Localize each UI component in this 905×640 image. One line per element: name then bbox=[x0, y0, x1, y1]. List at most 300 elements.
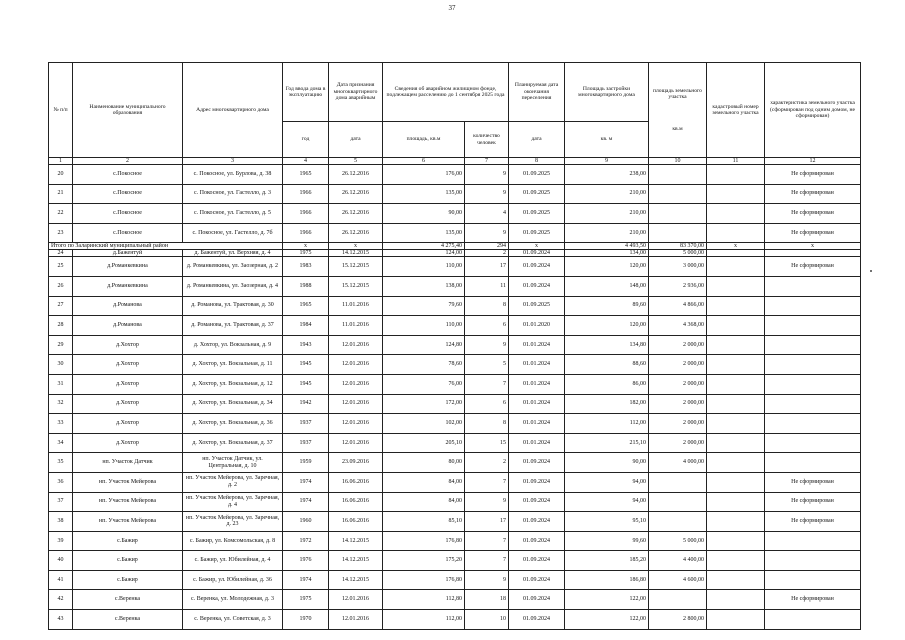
row-year: 1983 bbox=[283, 257, 329, 277]
row-plan-date: 01.01.2024 bbox=[509, 394, 565, 414]
col-number: 10 bbox=[649, 158, 707, 165]
row-land-area: 5 000,00 bbox=[649, 250, 707, 257]
table-row bbox=[49, 223, 861, 243]
row-people: 5 bbox=[465, 355, 509, 375]
row-date: 12.01.2016 bbox=[329, 590, 383, 610]
table-row bbox=[49, 250, 861, 257]
row-cadastral bbox=[707, 570, 765, 590]
row-date: 26.12.2016 bbox=[329, 223, 383, 243]
row-characteristic bbox=[765, 531, 861, 551]
row-area: 124,00 bbox=[383, 250, 465, 257]
table-row bbox=[49, 590, 861, 610]
row-year: 1975 bbox=[283, 250, 329, 257]
row-municipality: д.Хохтор bbox=[73, 414, 183, 434]
row-land-area bbox=[649, 184, 707, 204]
row-municipality: с.Бажир bbox=[73, 551, 183, 571]
row-land-area bbox=[649, 590, 707, 610]
header-municipality: Наименование муниципального образования bbox=[73, 63, 183, 158]
row-land-area: 4 600,00 bbox=[649, 570, 707, 590]
row-land-area: 4 368,00 bbox=[649, 316, 707, 336]
row-build-area: 210,00 bbox=[565, 204, 649, 224]
table-row bbox=[49, 531, 861, 551]
row-area: 124,80 bbox=[383, 335, 465, 355]
row-characteristic bbox=[765, 610, 861, 630]
header-planned-date: Планируемая дата окончания переселения bbox=[509, 63, 565, 122]
row-number: 23 bbox=[49, 223, 73, 243]
row-year: 1965 bbox=[283, 165, 329, 185]
row-characteristic bbox=[765, 355, 861, 375]
row-cadastral bbox=[707, 316, 765, 336]
table-row bbox=[49, 492, 861, 512]
row-build-area: 134,00 bbox=[565, 250, 649, 257]
row-address: д. Романова, ул. Трактовая, д. 37 bbox=[183, 316, 283, 336]
table-row bbox=[49, 316, 861, 336]
row-address: д. Романкевкина, ул. Заозерная, д. 2 bbox=[183, 257, 283, 277]
header-address: Адрес многоквартирного дома bbox=[183, 63, 283, 158]
row-land-area: 4 000,00 bbox=[649, 453, 707, 473]
row-address: нп. Участок Мейерова, ул. Заречная, д. 23 bbox=[183, 512, 283, 532]
row-address: нп. Участок Мейерова, ул. Заречная, д. 4 bbox=[183, 492, 283, 512]
row-date: 12.01.2016 bbox=[329, 433, 383, 453]
row-cadastral bbox=[707, 453, 765, 473]
row-address: д. Хохтор, ул. Вокзальная, д. 36 bbox=[183, 414, 283, 434]
row-land-area: 2 000,00 bbox=[649, 335, 707, 355]
row-year: 1988 bbox=[283, 276, 329, 296]
row-characteristic: Не сформирован bbox=[765, 472, 861, 492]
row-cadastral bbox=[707, 184, 765, 204]
row-build-area: 210,00 bbox=[565, 184, 649, 204]
row-date: 14.12.2015 bbox=[329, 551, 383, 571]
row-number: 36 bbox=[49, 472, 73, 492]
row-plan-date: 01.09.2024 bbox=[509, 512, 565, 532]
col-number: 8 bbox=[509, 158, 565, 165]
total-people: 294 bbox=[465, 243, 509, 250]
row-build-area: 86,00 bbox=[565, 374, 649, 394]
row-plan-date: 01.01.2024 bbox=[509, 335, 565, 355]
row-cadastral bbox=[707, 394, 765, 414]
row-plan-date: 01.09.2025 bbox=[509, 296, 565, 316]
row-cadastral bbox=[707, 250, 765, 257]
row-build-area: 148,00 bbox=[565, 276, 649, 296]
row-land-area: 2 936,00 bbox=[649, 276, 707, 296]
row-year: 1974 bbox=[283, 570, 329, 590]
table-row bbox=[49, 551, 861, 571]
row-people: 15 bbox=[465, 433, 509, 453]
row-municipality: с.Покосное bbox=[73, 223, 183, 243]
row-date: 14.12.2015 bbox=[329, 570, 383, 590]
row-date: 26.12.2016 bbox=[329, 204, 383, 224]
row-date: 26.12.2016 bbox=[329, 165, 383, 185]
row-build-area: 94,00 bbox=[565, 472, 649, 492]
row-characteristic: Не сформирован bbox=[765, 512, 861, 532]
row-address: с. Бажир, ул. Юбилейная, д. 4 bbox=[183, 551, 283, 571]
rows-after-total bbox=[49, 257, 861, 629]
row-date: 26.12.2016 bbox=[329, 184, 383, 204]
row-date: 11.01.2016 bbox=[329, 316, 383, 336]
row-cadastral bbox=[707, 472, 765, 492]
row-people: 7 bbox=[465, 472, 509, 492]
row-number: 20 bbox=[49, 165, 73, 185]
row-people: 9 bbox=[465, 184, 509, 204]
row-build-area: 95,10 bbox=[565, 512, 649, 532]
row-plan-date: 01.09.2024 bbox=[509, 472, 565, 492]
row-build-area: 90,00 bbox=[565, 453, 649, 473]
row-land-area: 2 800,00 bbox=[649, 610, 707, 630]
header-planned-sub: дата bbox=[509, 122, 565, 158]
row-people: 6 bbox=[465, 316, 509, 336]
row-characteristic bbox=[765, 453, 861, 473]
row-area: 102,00 bbox=[383, 414, 465, 434]
row-land-area: 4 866,00 bbox=[649, 296, 707, 316]
row-area: 135,00 bbox=[383, 223, 465, 243]
row-characteristic bbox=[765, 276, 861, 296]
row-number: 31 bbox=[49, 374, 73, 394]
row-plan-date: 01.09.2025 bbox=[509, 204, 565, 224]
row-land-area: 3 000,00 bbox=[649, 257, 707, 277]
row-people: 18 bbox=[465, 590, 509, 610]
row-people: 7 bbox=[465, 551, 509, 571]
row-year: 1970 bbox=[283, 610, 329, 630]
row-characteristic bbox=[765, 250, 861, 257]
table-row bbox=[49, 512, 861, 532]
row-land-area: 2 000,00 bbox=[649, 433, 707, 453]
row-number: 33 bbox=[49, 414, 73, 434]
row-land-area: 2 000,00 bbox=[649, 394, 707, 414]
table-row bbox=[49, 472, 861, 492]
row-plan-date: 01.09.2024 bbox=[509, 531, 565, 551]
row-build-area: 134,80 bbox=[565, 335, 649, 355]
col-number: 9 bbox=[565, 158, 649, 165]
row-number: 22 bbox=[49, 204, 73, 224]
row-people: 7 bbox=[465, 374, 509, 394]
row-characteristic bbox=[765, 570, 861, 590]
row-number: 28 bbox=[49, 316, 73, 336]
row-land-area bbox=[649, 492, 707, 512]
row-number: 21 bbox=[49, 184, 73, 204]
table-row bbox=[49, 204, 861, 224]
row-area: 78,60 bbox=[383, 355, 465, 375]
row-year: 1966 bbox=[283, 223, 329, 243]
row-number: 27 bbox=[49, 296, 73, 316]
row-area: 176,80 bbox=[383, 531, 465, 551]
total-section bbox=[49, 243, 861, 250]
total-year: х bbox=[283, 243, 329, 250]
row-characteristic: Не сформирован bbox=[765, 590, 861, 610]
header-year-built: Год ввода дома в эксплуатацию bbox=[283, 63, 329, 122]
row-date: 12.01.2016 bbox=[329, 414, 383, 434]
row-people: 17 bbox=[465, 512, 509, 532]
row-cadastral bbox=[707, 257, 765, 277]
col-number: 3 bbox=[183, 158, 283, 165]
row-cadastral bbox=[707, 296, 765, 316]
row-municipality: д.Романкевкина bbox=[73, 257, 183, 277]
total-date: х bbox=[329, 243, 383, 250]
total-land: 83 370,00 bbox=[649, 243, 707, 250]
total-cadastral: х bbox=[707, 243, 765, 250]
row-number: 42 bbox=[49, 590, 73, 610]
row-area: 205,10 bbox=[383, 433, 465, 453]
table-row bbox=[49, 433, 861, 453]
header-date-emergency: Дата признания многоквартирного дома аварийным bbox=[329, 63, 383, 122]
row-number: 29 bbox=[49, 335, 73, 355]
header-build-sub: кв. м bbox=[565, 122, 649, 158]
row-build-area: 122,00 bbox=[565, 590, 649, 610]
row-year: 1976 bbox=[283, 551, 329, 571]
row-municipality: с.Покосное bbox=[73, 184, 183, 204]
row-address: д. Романкевкина, ул. Заозерная, д. 4 bbox=[183, 276, 283, 296]
row-cadastral bbox=[707, 492, 765, 512]
total-area: 4 275,40 bbox=[383, 243, 465, 250]
row-build-area: 88,60 bbox=[565, 355, 649, 375]
row-number: 39 bbox=[49, 531, 73, 551]
row-number: 24 bbox=[49, 250, 73, 257]
row-area: 176,80 bbox=[383, 570, 465, 590]
row-year: 1945 bbox=[283, 355, 329, 375]
table-row bbox=[49, 453, 861, 473]
row-people: 2 bbox=[465, 453, 509, 473]
header-land-area bbox=[649, 63, 707, 158]
header-cadastral: кадастровый номер земельного участка bbox=[707, 63, 765, 158]
row-year: 1942 bbox=[283, 394, 329, 414]
page-number: 37 bbox=[448, 4, 456, 12]
header-info: Сведения об аварийном жилищном фонде, подлежащем расселению до 1 сентября 2025 года bbox=[383, 63, 509, 122]
row-municipality: с.Веренка bbox=[73, 610, 183, 630]
row-area: 112,00 bbox=[383, 610, 465, 630]
row-land-area: 2 000,00 bbox=[649, 414, 707, 434]
row-plan-date: 01.01.2024 bbox=[509, 374, 565, 394]
emergency-housing-table bbox=[48, 62, 861, 630]
row-year: 1984 bbox=[283, 316, 329, 336]
table-row bbox=[49, 276, 861, 296]
row-people: 9 bbox=[465, 165, 509, 185]
row-date: 14.12.2015 bbox=[329, 250, 383, 257]
row-area: 135,00 bbox=[383, 184, 465, 204]
row-year: 1965 bbox=[283, 296, 329, 316]
row-people: 11 bbox=[465, 276, 509, 296]
row-characteristic: Не сформирован bbox=[765, 165, 861, 185]
row-municipality: д.Романкевкина bbox=[73, 276, 183, 296]
row-date: 16.06.2016 bbox=[329, 512, 383, 532]
row-date: 15.12.2015 bbox=[329, 257, 383, 277]
row-area: 90,00 bbox=[383, 204, 465, 224]
row-date: 12.01.2016 bbox=[329, 355, 383, 375]
row-area: 138,00 bbox=[383, 276, 465, 296]
row-address: д. Бажентуй, ул. Верхняя, д. 4 bbox=[183, 250, 283, 257]
header-area-sub: площадь, кв.м bbox=[383, 122, 465, 158]
col-number: 2 bbox=[73, 158, 183, 165]
row-build-area: 89,60 bbox=[565, 296, 649, 316]
row-plan-date: 01.09.2024 bbox=[509, 257, 565, 277]
row-year: 1974 bbox=[283, 492, 329, 512]
row-land-area bbox=[649, 512, 707, 532]
row-characteristic bbox=[765, 335, 861, 355]
row-build-area: 210,00 bbox=[565, 223, 649, 243]
row-cadastral bbox=[707, 223, 765, 243]
row-characteristic: Не сформирован bbox=[765, 492, 861, 512]
header-year-sub: год bbox=[283, 122, 329, 158]
row-area: 110,00 bbox=[383, 257, 465, 277]
row-characteristic: Не сформирован bbox=[765, 257, 861, 277]
row-plan-date: 01.09.2025 bbox=[509, 184, 565, 204]
table-row bbox=[49, 414, 861, 434]
row-number: 26 bbox=[49, 276, 73, 296]
row-characteristic bbox=[765, 374, 861, 394]
row-build-area: 185,20 bbox=[565, 551, 649, 571]
row-build-area: 238,00 bbox=[565, 165, 649, 185]
row-address: с. Покосное, ул. Гастелло, д. 3 bbox=[183, 184, 283, 204]
row-address: нп. Участок Датчик, ул. Центральная, д. 10 bbox=[183, 453, 283, 473]
row-area: 110,00 bbox=[383, 316, 465, 336]
row-area: 84,00 bbox=[383, 472, 465, 492]
row-date: 12.01.2016 bbox=[329, 335, 383, 355]
row-area: 79,60 bbox=[383, 296, 465, 316]
row-municipality: д.Хохтор bbox=[73, 335, 183, 355]
total-build: 4 493,50 bbox=[565, 243, 649, 250]
header-land-area-unit: кв.м bbox=[672, 126, 683, 133]
col-number: 4 bbox=[283, 158, 329, 165]
row-area: 112,80 bbox=[383, 590, 465, 610]
row-people: 9 bbox=[465, 492, 509, 512]
row-area: 76,00 bbox=[383, 374, 465, 394]
table-row bbox=[49, 335, 861, 355]
row-people: 9 bbox=[465, 335, 509, 355]
row-area: 80,00 bbox=[383, 453, 465, 473]
row-year: 1972 bbox=[283, 531, 329, 551]
row-date: 23.09.2016 bbox=[329, 453, 383, 473]
row-cadastral bbox=[707, 374, 765, 394]
row-address: д. Хохтор, ул. Вокзальная, д. 11 bbox=[183, 355, 283, 375]
row-cadastral bbox=[707, 551, 765, 571]
row-characteristic bbox=[765, 414, 861, 434]
row-number: 30 bbox=[49, 355, 73, 375]
row-build-area: 186,80 bbox=[565, 570, 649, 590]
row-municipality: с.Покосное bbox=[73, 204, 183, 224]
row-address: д. Хохтор, ул. Вокзальная, д. 34 bbox=[183, 394, 283, 414]
row-plan-date: 01.09.2024 bbox=[509, 590, 565, 610]
row-cadastral bbox=[707, 414, 765, 434]
row-municipality: д.Романова bbox=[73, 316, 183, 336]
row-address: д. Хохтор, ул. Вокзальная, д. 9 bbox=[183, 335, 283, 355]
table-row bbox=[49, 394, 861, 414]
row-year: 1975 bbox=[283, 590, 329, 610]
row-people: 8 bbox=[465, 296, 509, 316]
row-land-area: 2 000,00 bbox=[649, 355, 707, 375]
row-number: 40 bbox=[49, 551, 73, 571]
row-build-area: 215,10 bbox=[565, 433, 649, 453]
row-address: д. Романова, ул. Трактовая, д. 30 bbox=[183, 296, 283, 316]
row-characteristic: Не сформирован bbox=[765, 204, 861, 224]
row-year: 1966 bbox=[283, 184, 329, 204]
row-characteristic bbox=[765, 433, 861, 453]
row-municipality: с.Бажир bbox=[73, 531, 183, 551]
row-build-area: 182,00 bbox=[565, 394, 649, 414]
row-municipality: нп. Участок Датчик bbox=[73, 453, 183, 473]
row-cadastral bbox=[707, 512, 765, 532]
row-characteristic: Не сформирован bbox=[765, 184, 861, 204]
row-address: д. Хохтор, ул. Вокзальная, д. 12 bbox=[183, 374, 283, 394]
table-row bbox=[49, 374, 861, 394]
row-address: с. Веренка, ул. Советская, д. 3 bbox=[183, 610, 283, 630]
row-characteristic: Не сформирован bbox=[765, 223, 861, 243]
row-people: 9 bbox=[465, 570, 509, 590]
row-date: 16.06.2016 bbox=[329, 472, 383, 492]
row-people: 7 bbox=[465, 531, 509, 551]
row-plan-date: 01.01.2024 bbox=[509, 414, 565, 434]
row-area: 175,20 bbox=[383, 551, 465, 571]
header-build-area: Площадь застройки многоквартирного дома bbox=[565, 63, 649, 122]
row-cadastral bbox=[707, 165, 765, 185]
row-address: с. Веренка, ул. Молодежная, д. 3 bbox=[183, 590, 283, 610]
table-row bbox=[49, 570, 861, 590]
row-build-area: 120,00 bbox=[565, 257, 649, 277]
row-date: 15.12.2015 bbox=[329, 276, 383, 296]
header-characteristic: характеристика земельного участка (сформирован под одним домом, не сформирован) bbox=[765, 63, 861, 158]
col-number: 12 bbox=[765, 158, 861, 165]
row-land-area bbox=[649, 165, 707, 185]
row-year: 1966 bbox=[283, 204, 329, 224]
row-characteristic bbox=[765, 316, 861, 336]
row-plan-date: 01.09.2024 bbox=[509, 551, 565, 571]
row-area: 172,00 bbox=[383, 394, 465, 414]
row-cadastral bbox=[707, 335, 765, 355]
row-people: 6 bbox=[465, 394, 509, 414]
row-address: с. Бажир, ул. Юбилейная, д. 36 bbox=[183, 570, 283, 590]
row-municipality: нп. Участок Мейерова bbox=[73, 472, 183, 492]
total-label: Итого по Заларинский муниципальный район bbox=[49, 243, 283, 250]
row-build-area: 99,60 bbox=[565, 531, 649, 551]
row-cadastral bbox=[707, 433, 765, 453]
row-people: 8 bbox=[465, 414, 509, 434]
row-year: 1943 bbox=[283, 335, 329, 355]
row-date: 14.12.2015 bbox=[329, 531, 383, 551]
row-plan-date: 01.09.2024 bbox=[509, 610, 565, 630]
row-municipality: нп. Участок Мейерова bbox=[73, 492, 183, 512]
rows-before-total bbox=[49, 165, 861, 243]
row-area: 84,00 bbox=[383, 492, 465, 512]
row-address: с. Покосное, ул. Гастелло, д. 7б bbox=[183, 223, 283, 243]
row-plan-date: 01.09.2024 bbox=[509, 492, 565, 512]
row-number: 35 bbox=[49, 453, 73, 473]
row-build-area: 94,00 bbox=[565, 492, 649, 512]
row-build-area: 112,00 bbox=[565, 414, 649, 434]
row-municipality: д.Хохтор bbox=[73, 355, 183, 375]
row-plan-date: 01.01.2024 bbox=[509, 355, 565, 375]
row-address: д. Хохтор, ул. Вокзальная, д. 37 bbox=[183, 433, 283, 453]
row-cadastral bbox=[707, 204, 765, 224]
row-plan-date: 01.09.2024 bbox=[509, 453, 565, 473]
row-plan-date: 01.09.2024 bbox=[509, 276, 565, 296]
table-row bbox=[49, 355, 861, 375]
row-cadastral bbox=[707, 276, 765, 296]
row-year: 1945 bbox=[283, 374, 329, 394]
row-number: 43 bbox=[49, 610, 73, 630]
row-plan-date: 01.01.2024 bbox=[509, 433, 565, 453]
row-municipality: нп. Участок Мейерова bbox=[73, 512, 183, 532]
row-land-area bbox=[649, 472, 707, 492]
row-municipality: д.Хохтор bbox=[73, 374, 183, 394]
row-cadastral bbox=[707, 355, 765, 375]
row-plan-date: 01.09.2024 bbox=[509, 570, 565, 590]
header-num: № п/п bbox=[49, 63, 73, 158]
row-characteristic bbox=[765, 394, 861, 414]
row-year: 1960 bbox=[283, 512, 329, 532]
row-people: 4 bbox=[465, 204, 509, 224]
total-characteristic: х bbox=[765, 243, 861, 250]
table-row bbox=[49, 257, 861, 277]
row-cadastral bbox=[707, 531, 765, 551]
header-people-sub: количество человек bbox=[465, 122, 509, 158]
row-date: 12.01.2016 bbox=[329, 610, 383, 630]
